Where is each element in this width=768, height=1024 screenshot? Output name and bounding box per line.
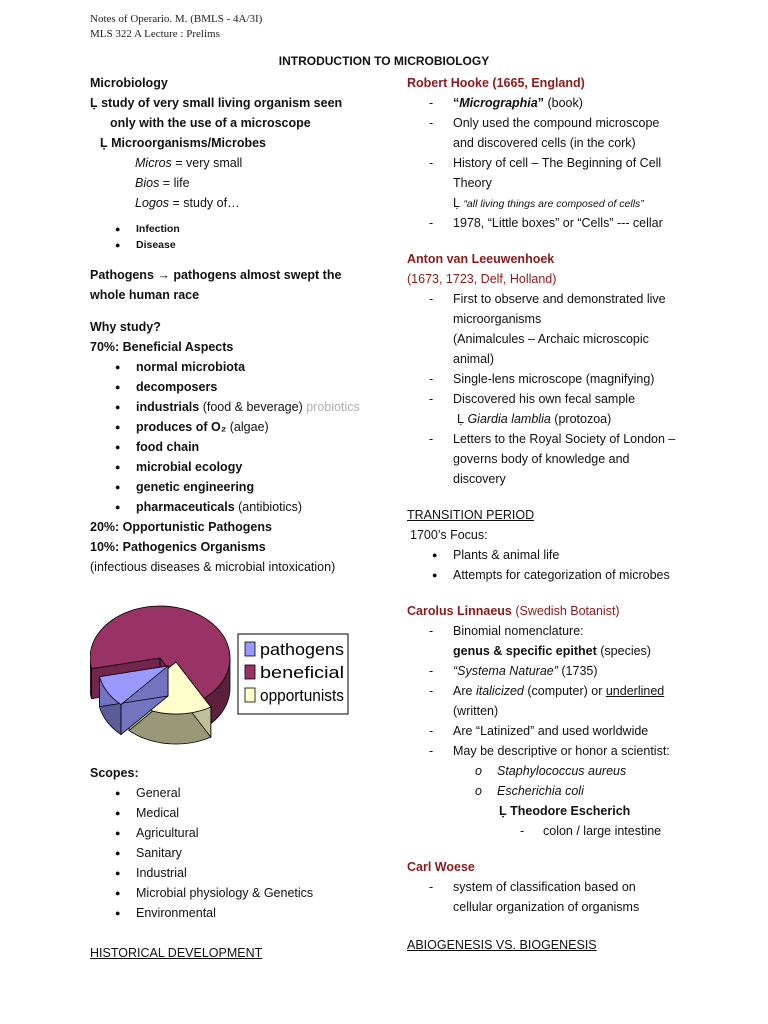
micros-word: Micros [135,156,172,170]
lin-item-2 [407,661,707,681]
hooke-item-2b: and discovered cells (in the cork) [453,136,636,150]
leeuwenhoek-dates: (1673, 1723, Delf, Holland) [407,272,557,286]
legend-swatch-beneficial [245,665,255,679]
pharma-label: pharmaceuticals [136,500,235,514]
systema-year: (1735) [557,664,598,678]
focus-item: ● Attempts for categorization of microbes [407,565,707,585]
lin-3-mid: (computer) or [523,684,606,698]
lin-3-pre: Are [453,684,476,698]
page-title: INTRODUCTION TO MICROBIOLOGY [278,54,490,68]
header-line-1: Notes of Operario. M. (BMLS - 4A/3I) [90,13,263,25]
legend-label-opportunists: opportunists [260,686,344,705]
bios-word: Bios [135,176,160,190]
leeu-item-1b: microorganisms [453,312,542,326]
hooke-item-1 [407,93,707,113]
o2-suffix: (algae) [226,420,269,434]
beneficial-item-industrials [90,397,390,417]
why-study-heading: Why study? [90,320,161,334]
giardia-mark: Ḷ [457,412,468,426]
beneficial-item: ● microbial ecology [90,457,390,477]
leeu-item-4 [407,409,707,429]
systema-naturae: “Systema Naturae” [453,664,558,678]
leeu-item-5b: governs body of knowledge and [453,452,630,466]
leeuwenhoek-heading: Anton van Leeuwenhoek [407,252,555,266]
colon-dash: - [520,824,525,838]
pharma-suffix: (antibiotics) [234,500,303,514]
bios-line [90,173,390,193]
colon-text: colon / large intestine [543,824,662,838]
definition-line-1: Ḷ study of very small living organism seen [90,96,343,110]
micros-line [90,153,390,173]
logos-line [90,193,390,213]
scopes-heading: Scopes: [90,766,139,780]
scope-item: ● Sanitary [90,843,390,863]
escherich-line: Ḷ Theodore Escherich [499,804,631,818]
scope-item: ● Medical [90,803,390,823]
colon-line [407,821,707,841]
legend-items [245,640,344,705]
leeu-item-3: - Discovered his own fecal sample [407,389,707,409]
lin-item-3 [407,681,707,701]
hooke-item-3b: Theory [453,176,492,190]
beneficial-item: ● food chain [90,437,390,457]
legend-swatch-pathogens [245,642,255,656]
giardia-suffix: (protozoa) [550,412,612,426]
disease-item: ● Disease [90,237,390,253]
linnaeus-desc: (Swedish Botanist) [511,604,620,618]
hooke-quote: “all living things are composed of cells” [463,198,644,210]
definition-line-3: Ḷ Microorganisms/Microbes [100,136,267,150]
probiotics-label: probiotics [306,400,360,414]
infectious-note: (infectious diseases & microbial intoxication) [90,560,336,574]
hooke-quote-open: “ [453,96,460,110]
underlined-word: underlined [605,684,665,698]
lin-item-1: - Binomial nomenclature: [407,621,707,641]
definition-line-2: only with the use of a microscope [110,116,311,130]
hooke-item-4: - 1978, “Little boxes” or “Cells” --- cellar [407,213,707,233]
beneficial-item: ● genetic engineering [90,477,390,497]
beneficial-item-pharma [90,497,390,517]
logos-word: Logos [135,196,170,210]
opportunistic-heading: 20%: Opportunistic Pathogens [90,520,272,534]
pathogenic-heading: 10%: Pathogenics Organisms [90,540,266,554]
hooke-book-suffix: (book) [544,96,583,110]
bios-def: = life [159,176,190,190]
lin-item-1b [407,641,707,661]
microbiology-heading: Microbiology [90,76,168,90]
lin-item-3b: (written) [453,704,499,718]
historical-development-heading: HISTORICAL DEVELOPMENT [90,946,263,960]
leeu-item-5a: - Letters to the Royal Society of London – [407,429,707,449]
scope-item: ● General [90,783,390,803]
focus-heading: 1700’s Focus: [410,528,488,542]
linnaeus-name: Carolus Linnaeus [407,604,512,618]
lin-item-4: - Are “Latinized” and used worldwide [407,721,707,741]
header-line-2: MLS 322 A Lecture : Prelims [90,28,220,40]
beneficial-item-o2 [90,417,390,437]
micrographia: Micrographia [459,96,538,110]
hooke-item-2a: - Only used the compound microscope [407,113,707,133]
hooke-quote-line [407,193,707,213]
pie-group [90,606,230,744]
woese-heading: Carl Woese [407,860,475,874]
woese-item-1a: - system of classification based on [407,877,707,897]
beneficial-heading: 70%: Beneficial Aspects [90,340,234,354]
industrials-label: industrials [136,400,200,414]
hooke-heading: Robert Hooke (1665, England) [407,76,585,90]
pathogens-line-1: Pathogens → pathogens almost swept the [90,268,342,282]
species-item: o Staphylococcus aureus [407,761,707,781]
transition-heading: TRANSITION PERIOD [407,508,535,522]
micros-def: = very small [171,156,243,170]
hooke-item-3a: - History of cell – The Beginning of Cell [407,153,707,173]
leeu-item-1c: (Animalcules – Archaic microscopic [453,332,649,346]
legend-label-pathogens: pathogens [260,640,344,659]
pathogens-line-2: whole human race [90,288,200,302]
infection-item: ● Infection [90,221,390,237]
species-item: o Escherichia coli [407,781,707,801]
scope-item: ● Agricultural [90,823,390,843]
abiogenesis-heading: ABIOGENESIS VS. BIOGENESIS [407,938,597,952]
leeu-item-1a: - First to observe and demonstrated live [407,289,707,309]
scope-item: ● Environmental [90,903,390,923]
focus-item: ● Plants & animal life [407,545,707,565]
industrials-suffix: (food & beverage) [199,400,307,414]
legend-swatch-opportunists [245,688,255,702]
beneficial-item: ● normal microbiota [90,357,390,377]
logos-def: = study of… [169,196,240,210]
hooke-quote-mark: Ḷ [453,196,464,210]
giardia-name: Giardia lamblia [467,412,551,426]
woese-item-1b: cellular organization of organisms [453,900,640,914]
left-column [90,73,390,963]
page-header [90,12,262,42]
beneficial-item: ● decomposers [90,377,390,397]
leeu-item-5c: discovery [453,472,506,486]
scope-item: ● Industrial [90,863,390,883]
genus-epithet: genus & specific epithet [453,644,597,658]
hooke-quote-close: ” [537,96,544,110]
italicized-word: italicized [475,684,524,698]
lin-item-5: - May be descriptive or honor a scientist: [407,741,707,761]
chart-legend [238,634,348,714]
species-suffix: (species) [596,644,651,658]
microbe-pie-chart [90,596,360,756]
scope-item: ● Microbial physiology & Genetics [90,883,390,903]
leeu-item-1d: animal) [453,352,494,366]
legend-label-beneficial: beneficial [260,663,344,682]
leeu-item-2: - Single-lens microscope (magnifying) [407,369,707,389]
right-column [407,73,707,955]
linnaeus-heading [407,601,707,621]
o2-label: produces of O₂ [136,420,227,434]
